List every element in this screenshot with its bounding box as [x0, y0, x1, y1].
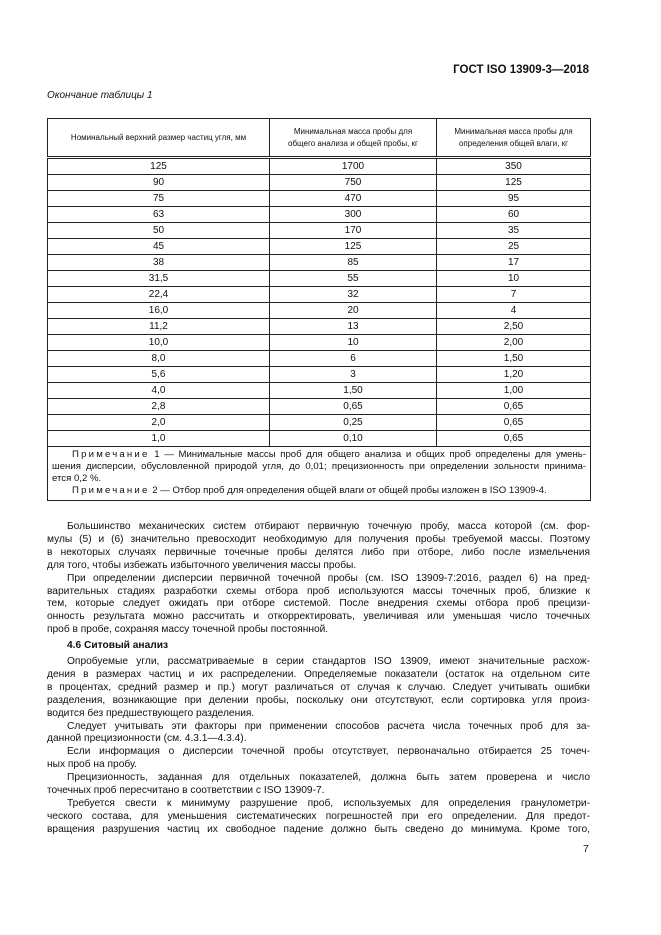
table-cell: 470 [270, 191, 437, 207]
table-cell: 4,0 [48, 383, 270, 399]
table-cell: 10 [437, 271, 591, 287]
table-cell: 16,0 [48, 303, 270, 319]
table-row [48, 271, 591, 287]
table-cell: 50 [48, 223, 270, 239]
table-cell: 75 [48, 191, 270, 207]
table-caption: Окончание таблицы 1 [47, 90, 153, 101]
table-row [48, 303, 591, 319]
table-cell: 2,00 [437, 335, 591, 351]
paragraph-line: для того, чтобы избежать избыточного увеличения массы пробы. [47, 559, 357, 571]
table-cell: 0,65 [270, 399, 437, 415]
paragraph-line: Прецизионность, заданная для отдельных показателей, должна быть затем проверена и число [67, 772, 590, 784]
table-cell: 8,0 [48, 351, 270, 367]
column-header: Номинальный верхний размер частиц угля, мм [48, 119, 270, 158]
table-row [48, 175, 591, 191]
table-cell: 31,5 [48, 271, 270, 287]
table-notes [48, 447, 591, 501]
data-table [47, 118, 591, 501]
column-header: Минимальная масса пробы для общего анализа и общей пробы, кг [270, 119, 437, 158]
table-cell: 2,8 [48, 399, 270, 415]
note-text: ется 0,2 %. [52, 473, 102, 484]
table-row [48, 367, 591, 383]
table-cell: 125 [437, 175, 591, 191]
note-line [52, 485, 586, 497]
table-row [48, 287, 591, 303]
table-cell: 85 [270, 255, 437, 271]
table-cell: 13 [270, 319, 437, 335]
table-cell: 11,2 [48, 319, 270, 335]
body-text-a [47, 521, 590, 637]
table-cell: 2,50 [437, 319, 591, 335]
table-cell: 0,25 [270, 415, 437, 431]
table-cell: 1,0 [48, 431, 270, 447]
paragraph-line: мулы (5) и (6) значительно превосходит необходимую для получения пробы требуемой массы. Поэтому [47, 533, 590, 545]
paragraph-line: проб в пробе, сохраняя массу точечной пробы постоянной. [47, 624, 329, 636]
table-cell: 1,50 [270, 383, 437, 399]
table-row [48, 158, 591, 175]
paragraph-line: тем, которые следует ожидать при отборе системой. После внедрения схемы отбора проб прецизи- [47, 598, 590, 610]
note-label: Примечание [72, 449, 150, 460]
paragraph-line: точечных проб пересчитано в соответствии с ISO 13909-7. [47, 785, 325, 797]
table-cell: 60 [437, 207, 591, 223]
table-cell: 17 [437, 255, 591, 271]
page-number: 7 [583, 843, 589, 855]
table-row [48, 399, 591, 415]
table-cell: 32 [270, 287, 437, 303]
document-id: ГОСТ ISO 13909-3—2018 [453, 64, 589, 76]
table-cell: 1,20 [437, 367, 591, 383]
paragraph-line: варительных стадиях разработки схемы отбора проб используются массы точечных проб, близкие к [47, 585, 590, 597]
paragraph-line: дения в размерах частиц и их распределении. Определяемые показатели (остаток на отдельном сите [47, 668, 590, 680]
table-cell: 20 [270, 303, 437, 319]
table-cell: 1,00 [437, 383, 591, 399]
table-row [48, 191, 591, 207]
table-row [48, 239, 591, 255]
table-cell: 90 [48, 175, 270, 191]
note-text: 1 — Минимальные массы проб для общего анализа и общих проб определены для умень- [154, 449, 587, 460]
table-row [48, 207, 591, 223]
table-cell: 1,50 [437, 351, 591, 367]
table-row [48, 383, 591, 399]
table-cell: 0,65 [437, 399, 591, 415]
table-cell: 125 [48, 158, 270, 175]
paragraph-line: Если информация о дисперсии точечной пробы отсутствует, первоначально отбирается 25 точеч- [67, 746, 590, 758]
note-text: шения дисперсии, обусловленной природой угля, до 0,01; прецизионность при определении зольности принима- [52, 461, 586, 472]
note-line [52, 473, 586, 485]
paragraph-line: в некоторых случаях первичные точечные пробы делятся либо при отборе, либо после измельчения [47, 546, 590, 558]
table-cell: 750 [270, 175, 437, 191]
table-cell: 1700 [270, 158, 437, 175]
table-row [48, 335, 591, 351]
table-row [48, 431, 591, 447]
table-cell: 350 [437, 158, 591, 175]
table-cell: 5,6 [48, 367, 270, 383]
paragraph-line: Большинство механических систем отбирают первичную точечную пробу, масса которой (см. фор- [67, 521, 590, 532]
paragraph-line: водится без предшествующего разделения. [47, 707, 255, 719]
table-cell: 25 [437, 239, 591, 255]
table-cell: 3 [270, 367, 437, 383]
table-cell: 22,4 [48, 287, 270, 303]
note-label: Примечание [72, 485, 150, 496]
table-cell: 35 [437, 223, 591, 239]
paragraph-line: разделения, возникающие при делении пробы, поскольку они отсутствуют, если сортировка угля произ- [47, 694, 590, 706]
table-cell: 45 [48, 239, 270, 255]
table-row [48, 415, 591, 431]
table-cell: 2,0 [48, 415, 270, 431]
table-cell: 0,10 [270, 431, 437, 447]
table-row [48, 319, 591, 335]
paragraph-line: При определении дисперсии первичной точечной пробы (см. ISO 13909-7:2016, раздел 6) на пред- [67, 572, 590, 584]
table-cell: 95 [437, 191, 591, 207]
paragraph-line: Опробуемые угли, рассматриваемые в серии стандартов ISO 13909, имеют значительные расхож- [67, 656, 590, 667]
paragraph-line: онность результата можно рассчитать и откорректировать, увеличивая или уменьшая число точечных [47, 611, 590, 623]
paragraph-line: в процентах, средний размер и пр.) могут различаться от случая к случаю. Следует учитывать ошибки [47, 681, 590, 693]
note-line [52, 449, 586, 461]
note-text: 2 — Отбор проб для определения общей влаги от общей пробы изложен в ISO 13909-4. [152, 485, 547, 496]
table-cell: 10,0 [48, 335, 270, 351]
table-cell: 170 [270, 223, 437, 239]
section-heading: 4.6 Ситовый анализ [67, 640, 169, 651]
table-row [48, 351, 591, 367]
paragraph-line: Требуется свести к минимуму разрушение проб, используемых для определения гранулометри- [67, 797, 590, 809]
paragraph-line: Следует учитывать эти факторы при применении способов расчета числа точечных проб для за- [67, 720, 590, 732]
body-text-b [47, 656, 590, 837]
table-cell: 6 [270, 351, 437, 367]
table-cell: 38 [48, 255, 270, 271]
table-cell: 125 [270, 239, 437, 255]
table-cell: 7 [437, 287, 591, 303]
table-row [48, 223, 591, 239]
table-cell: 4 [437, 303, 591, 319]
note-line [52, 461, 586, 473]
table-cell: 63 [48, 207, 270, 223]
table-row [48, 255, 591, 271]
table-cell: 55 [270, 271, 437, 287]
paragraph-line: ных проб на пробу. [47, 759, 137, 771]
table-cell: 10 [270, 335, 437, 351]
table-cell: 300 [270, 207, 437, 223]
table-cell: 0,65 [437, 415, 591, 431]
paragraph-line: ческого состава, для уменьшения систематических погрешностей при его определении. Для предот- [47, 810, 590, 822]
table-cell: 0,65 [437, 431, 591, 447]
column-header: Минимальная масса пробы для определения общей влаги, кг [437, 119, 591, 158]
paragraph-line: данной прецизионности (см. 4.3.1—4.3.4). [47, 733, 247, 745]
paragraph-line: вращения разрушения частиц их свободное падение должно быть сведено до минимума. Кроме того, [47, 823, 590, 835]
